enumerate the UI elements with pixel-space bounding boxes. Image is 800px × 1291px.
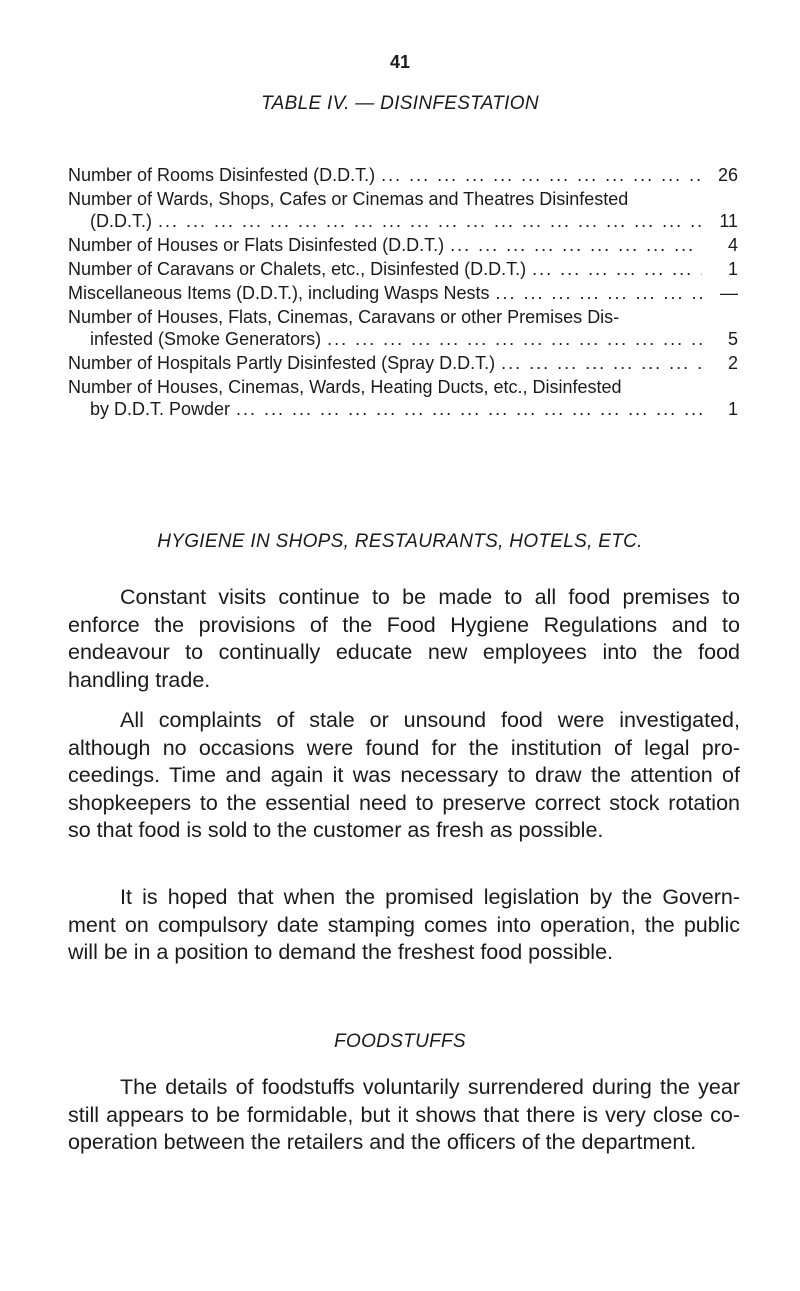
hygiene-paragraph: It is hoped that when the promised legislation by the Govern-ment on compulsory date stamping comes into operation, the public will be in a position to demand the freshest food possible. bbox=[68, 885, 740, 964]
page-number: 41 bbox=[389, 52, 411, 72]
row-value: 26 bbox=[717, 165, 738, 185]
table-row bbox=[68, 234, 738, 256]
dot-leader bbox=[495, 282, 702, 304]
dot-leader bbox=[236, 398, 702, 420]
foodstuffs-heading: FOODSTUFFS bbox=[334, 1031, 466, 1052]
row-label: Number of Rooms Disinfested (D.D.T.) bbox=[68, 165, 376, 185]
table-title: TABLE IV. — DISINFESTATION bbox=[261, 93, 539, 114]
row-value: 1 bbox=[727, 399, 738, 419]
row-label: Number of Houses, Cinemas, Wards, Heating Ducts, etc., Disinfested bbox=[68, 377, 622, 397]
row-value: 5 bbox=[727, 329, 738, 349]
row-label-continued: infested (Smoke Generators) bbox=[90, 329, 322, 349]
row-label: Number of Houses or Flats Disinfested (D.D.T.) bbox=[68, 235, 445, 255]
disinfestation-table bbox=[68, 164, 738, 420]
hygiene-paragraph: All complaints of stale or unsound food were investigated, although no occasions were found for the institution of legal pro-ceedings. Time and again it was necessary to draw the attention of shopkeepers to the essential need to preserve correct stock rotation so that food is sold to the customer as fresh as possible. bbox=[68, 708, 740, 842]
row-label: Number of Wards, Shops, Cafes or Cinemas and Theatres Disinfested bbox=[68, 189, 629, 209]
row-label: Number of Houses, Flats, Cinemas, Caravans or other Premises Dis- bbox=[68, 307, 620, 327]
row-label: Number of Hospitals Partly Disinfested (Spray D.D.T.) bbox=[68, 353, 496, 373]
row-label: Miscellaneous Items (D.D.T.), including Wasps Nests bbox=[68, 283, 490, 303]
dot-leader bbox=[501, 352, 702, 374]
row-value: — bbox=[720, 283, 738, 303]
row-value: 4 bbox=[727, 235, 738, 255]
table-row bbox=[68, 306, 738, 350]
dot-leader bbox=[450, 234, 702, 256]
row-label: Number of Caravans or Chalets, etc., Disinfested (D.D.T.) bbox=[68, 259, 527, 279]
dot-leader bbox=[532, 258, 702, 280]
table-row bbox=[68, 352, 738, 374]
table-row bbox=[68, 164, 738, 186]
hygiene-paragraph: Constant visits continue to be made to all food premises to enforce the provisions of the Food Hygiene Regulations and to endeavour to continually educate new employees into the food handling trade. bbox=[68, 585, 740, 692]
dot-leader bbox=[327, 328, 702, 350]
foodstuffs-paragraph: The details of foodstuffs voluntarily surrendered during the year still appears to be formidable, but it shows that there is very close co-operation between the retailers and the officers of the department. bbox=[68, 1075, 740, 1154]
table-row bbox=[68, 258, 738, 280]
row-value: 2 bbox=[727, 353, 738, 373]
table-row bbox=[68, 376, 738, 420]
row-label-continued: by D.D.T. Powder bbox=[90, 399, 231, 419]
row-value: 1 bbox=[727, 259, 738, 279]
row-value: 11 bbox=[719, 211, 738, 231]
hygiene-heading: HYGIENE IN SHOPS, RESTAURANTS, HOTELS, ETC. bbox=[157, 531, 643, 552]
dot-leader bbox=[158, 210, 702, 232]
dot-leader bbox=[381, 164, 702, 186]
table-row bbox=[68, 282, 738, 304]
table-row bbox=[68, 188, 738, 232]
row-label-continued: (D.D.T.) bbox=[90, 211, 152, 231]
